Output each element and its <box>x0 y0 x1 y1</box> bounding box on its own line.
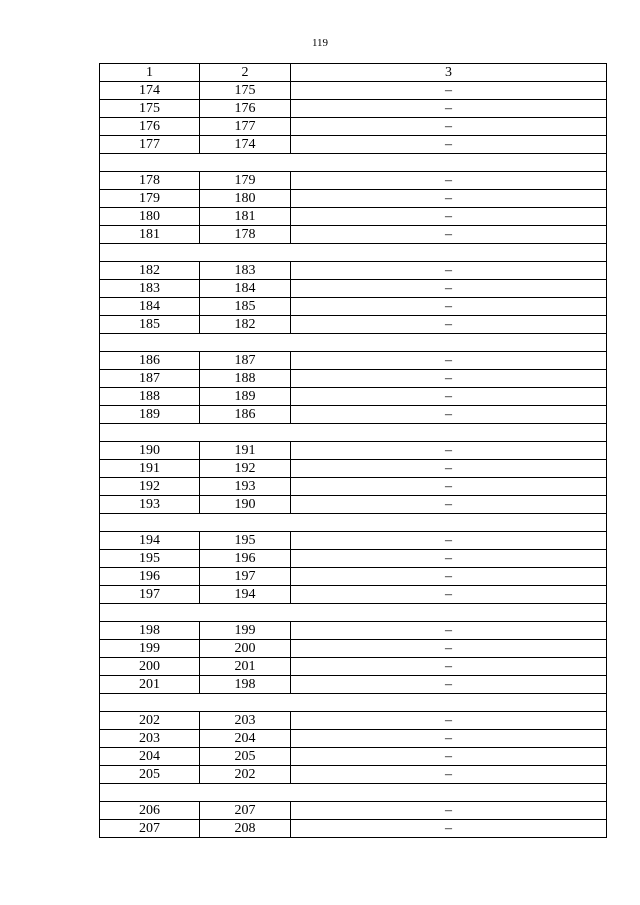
group-separator-row <box>100 154 607 172</box>
table-cell-col-3: – <box>291 316 607 334</box>
table-row <box>100 352 607 370</box>
table-row <box>100 712 607 730</box>
group-separator-row <box>100 694 607 712</box>
table-cell-col-1: 182 <box>100 262 200 280</box>
table-cell-col-3: – <box>291 208 607 226</box>
table-cell-col-3: – <box>291 442 607 460</box>
table-cell-col-2: 199 <box>200 622 291 640</box>
table-cell-col-3: – <box>291 172 607 190</box>
table-cell-col-1: 191 <box>100 460 200 478</box>
table-cell-col-3: – <box>291 820 607 838</box>
table-cell-col-2: 181 <box>200 208 291 226</box>
table-cell-col-3: – <box>291 190 607 208</box>
separator-cell <box>100 244 607 262</box>
group-separator-row <box>100 334 607 352</box>
table-cell-col-1: 205 <box>100 766 200 784</box>
table-row <box>100 136 607 154</box>
table-header-row <box>100 64 607 82</box>
table-row <box>100 100 607 118</box>
table-cell-col-2: 178 <box>200 226 291 244</box>
table-cell-col-3: – <box>291 748 607 766</box>
table-row <box>100 586 607 604</box>
separator-cell <box>100 694 607 712</box>
table-cell-col-3: – <box>291 370 607 388</box>
table-cell-col-1: 175 <box>100 100 200 118</box>
table-cell-col-2: 200 <box>200 640 291 658</box>
table-cell-col-2: 184 <box>200 280 291 298</box>
table-row <box>100 370 607 388</box>
table-cell-col-1: 199 <box>100 640 200 658</box>
table-row <box>100 118 607 136</box>
table-cell-col-2: 204 <box>200 730 291 748</box>
table-row <box>100 208 607 226</box>
table-cell-col-2: 191 <box>200 442 291 460</box>
table-body <box>100 64 607 838</box>
table-row <box>100 172 607 190</box>
separator-cell <box>100 154 607 172</box>
table-cell-col-2: 188 <box>200 370 291 388</box>
table-cell-col-3: – <box>291 766 607 784</box>
table-cell-col-2: 175 <box>200 82 291 100</box>
table-cell-col-1: 201 <box>100 676 200 694</box>
table-cell-col-3: – <box>291 280 607 298</box>
group-separator-row <box>100 784 607 802</box>
table-cell-col-3: – <box>291 568 607 586</box>
separator-cell <box>100 604 607 622</box>
table-cell-col-3: – <box>291 136 607 154</box>
table-row <box>100 226 607 244</box>
table-cell-col-3: – <box>291 460 607 478</box>
separator-cell <box>100 424 607 442</box>
table-row <box>100 298 607 316</box>
group-separator-row <box>100 244 607 262</box>
table-cell-col-2: 192 <box>200 460 291 478</box>
table-cell-col-2: 196 <box>200 550 291 568</box>
table-cell-col-2: 185 <box>200 298 291 316</box>
table-cell-col-2: 202 <box>200 766 291 784</box>
column-header-2: 2 <box>200 64 291 82</box>
table-cell-col-3: – <box>291 586 607 604</box>
data-table <box>99 63 607 838</box>
table-row <box>100 550 607 568</box>
table-row <box>100 802 607 820</box>
table-row <box>100 262 607 280</box>
table-cell-col-1: 203 <box>100 730 200 748</box>
table-cell-col-2: 174 <box>200 136 291 154</box>
table-cell-col-2: 186 <box>200 406 291 424</box>
separator-cell <box>100 514 607 532</box>
table-cell-col-1: 204 <box>100 748 200 766</box>
table-cell-col-2: 180 <box>200 190 291 208</box>
group-separator-row <box>100 604 607 622</box>
table-cell-col-1: 188 <box>100 388 200 406</box>
table-cell-col-1: 177 <box>100 136 200 154</box>
table-cell-col-3: – <box>291 550 607 568</box>
table-cell-col-3: – <box>291 100 607 118</box>
table-cell-col-3: – <box>291 118 607 136</box>
table-row <box>100 676 607 694</box>
table-row <box>100 316 607 334</box>
table-cell-col-2: 183 <box>200 262 291 280</box>
table-row <box>100 640 607 658</box>
table-row <box>100 532 607 550</box>
table-cell-col-2: 201 <box>200 658 291 676</box>
table-cell-col-3: – <box>291 676 607 694</box>
table-cell-col-3: – <box>291 352 607 370</box>
table-cell-col-1: 193 <box>100 496 200 514</box>
table-cell-col-3: – <box>291 496 607 514</box>
table-row <box>100 748 607 766</box>
table-row <box>100 766 607 784</box>
table-cell-col-2: 207 <box>200 802 291 820</box>
table-cell-col-2: 193 <box>200 478 291 496</box>
table-row <box>100 388 607 406</box>
table-cell-col-1: 192 <box>100 478 200 496</box>
table-cell-col-1: 190 <box>100 442 200 460</box>
table-cell-col-2: 187 <box>200 352 291 370</box>
table-cell-col-1: 198 <box>100 622 200 640</box>
table-cell-col-1: 180 <box>100 208 200 226</box>
table-cell-col-3: – <box>291 226 607 244</box>
table-cell-col-2: 177 <box>200 118 291 136</box>
table-row <box>100 280 607 298</box>
table-cell-col-1: 194 <box>100 532 200 550</box>
separator-cell <box>100 784 607 802</box>
table-row <box>100 730 607 748</box>
table-cell-col-1: 187 <box>100 370 200 388</box>
table-cell-col-1: 197 <box>100 586 200 604</box>
table-row <box>100 190 607 208</box>
page-number: 119 <box>311 37 329 49</box>
table-cell-col-1: 185 <box>100 316 200 334</box>
table-cell-col-1: 178 <box>100 172 200 190</box>
table-cell-col-2: 190 <box>200 496 291 514</box>
table-cell-col-2: 197 <box>200 568 291 586</box>
table-cell-col-1: 176 <box>100 118 200 136</box>
table-row <box>100 496 607 514</box>
table-cell-col-2: 179 <box>200 172 291 190</box>
table-cell-col-3: – <box>291 712 607 730</box>
table-cell-col-1: 183 <box>100 280 200 298</box>
table-row <box>100 460 607 478</box>
column-header-1: 1 <box>100 64 200 82</box>
table-cell-col-2: 189 <box>200 388 291 406</box>
table-row <box>100 82 607 100</box>
group-separator-row <box>100 514 607 532</box>
table-cell-col-1: 189 <box>100 406 200 424</box>
table-cell-col-3: – <box>291 82 607 100</box>
separator-cell <box>100 334 607 352</box>
table-cell-col-2: 198 <box>200 676 291 694</box>
table-cell-col-2: 208 <box>200 820 291 838</box>
table-row <box>100 820 607 838</box>
table-cell-col-3: – <box>291 622 607 640</box>
table-cell-col-2: 195 <box>200 532 291 550</box>
table-cell-col-3: – <box>291 478 607 496</box>
table-cell-col-3: – <box>291 640 607 658</box>
table-cell-col-1: 195 <box>100 550 200 568</box>
table-cell-col-3: – <box>291 262 607 280</box>
table-row <box>100 568 607 586</box>
table-cell-col-2: 194 <box>200 586 291 604</box>
table-row <box>100 406 607 424</box>
table-cell-col-2: 205 <box>200 748 291 766</box>
table-cell-col-1: 174 <box>100 82 200 100</box>
table-row <box>100 622 607 640</box>
table-row <box>100 658 607 676</box>
table-cell-col-3: – <box>291 532 607 550</box>
table-cell-col-3: – <box>291 298 607 316</box>
table-cell-col-1: 202 <box>100 712 200 730</box>
group-separator-row <box>100 424 607 442</box>
table-cell-col-1: 184 <box>100 298 200 316</box>
table-cell-col-3: – <box>291 658 607 676</box>
table-cell-col-2: 203 <box>200 712 291 730</box>
table-row <box>100 478 607 496</box>
table-cell-col-1: 206 <box>100 802 200 820</box>
table-cell-col-1: 207 <box>100 820 200 838</box>
table-cell-col-2: 182 <box>200 316 291 334</box>
table-cell-col-2: 176 <box>200 100 291 118</box>
table-cell-col-1: 196 <box>100 568 200 586</box>
table-cell-col-3: – <box>291 406 607 424</box>
table-cell-col-3: – <box>291 388 607 406</box>
table-cell-col-1: 186 <box>100 352 200 370</box>
table-cell-col-3: – <box>291 730 607 748</box>
table-cell-col-3: – <box>291 802 607 820</box>
column-header-3: 3 <box>291 64 607 82</box>
table-cell-col-1: 181 <box>100 226 200 244</box>
table-cell-col-1: 179 <box>100 190 200 208</box>
table-row <box>100 442 607 460</box>
table-cell-col-1: 200 <box>100 658 200 676</box>
